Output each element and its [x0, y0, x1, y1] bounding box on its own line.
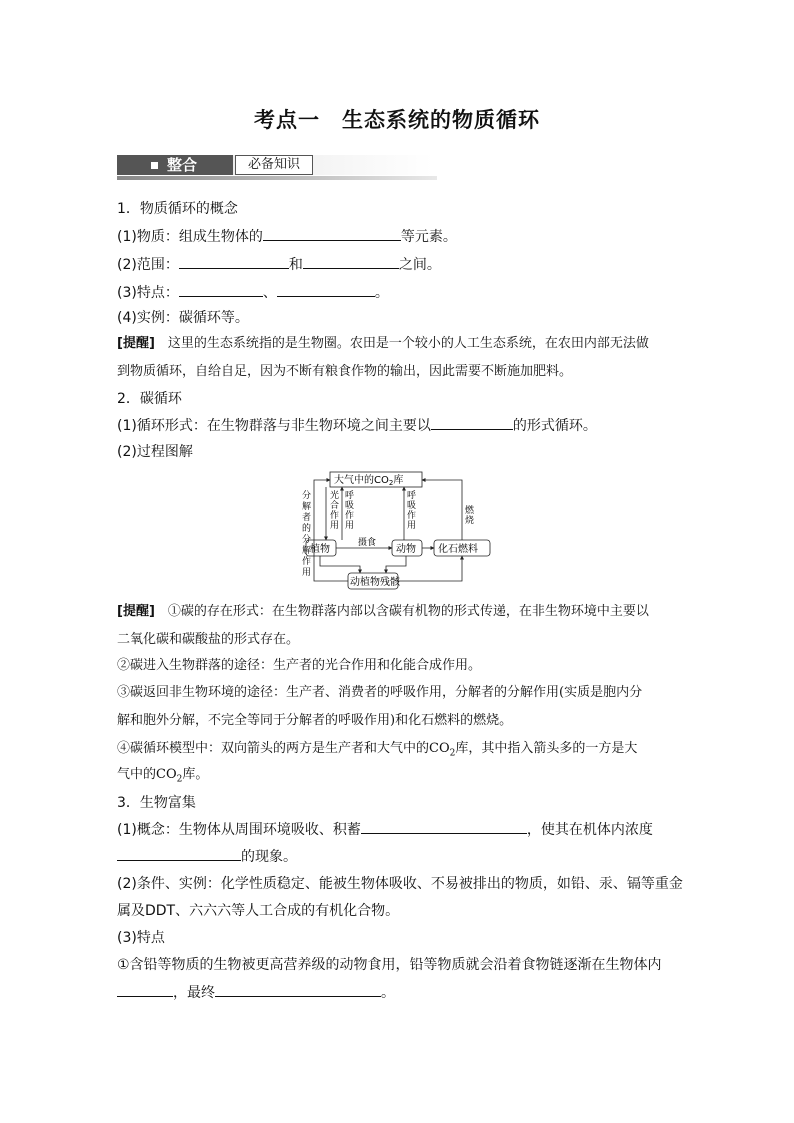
s2-tip: [提醒] ①碳的存在形式：在生物群落内部以含碳有机物的形式传递，在非生物环境中主要以 [117, 604, 649, 619]
blank [179, 282, 263, 297]
residue-to-fossil-arrow [398, 556, 462, 581]
s3-item-1: (1)概念：生物体从周围环境吸收、积蓄 ，使其在机体内浓度 [117, 819, 653, 840]
page-title: 考点一 生态系统的物质循环 [254, 108, 540, 132]
s1-item-3: (3)特点： 、 。 [117, 282, 389, 303]
s2-item-2: (2)过程图解 [117, 444, 193, 460]
banner-label-block [117, 155, 233, 175]
square-icon [151, 162, 158, 169]
s3-item-2-cont: 属及DDT、六六六等人工合成的有机化合物。 [117, 903, 400, 919]
banner-rule [117, 176, 437, 180]
atmosphere-label: 大气中的$CO_2$库 [334, 475, 404, 487]
animal-respiration-label: 呼吸作用 [407, 491, 417, 531]
s3-item-2: (2)条件、实例：化学性质稳定、能被生物体吸收、不易被排出的物质，如铅、汞、镉等重金 [117, 876, 683, 892]
plant-respiration-label: 呼吸作用 [345, 491, 355, 531]
banner-tag: 必备知识 [235, 155, 313, 175]
s3-item-3-1-cont: ，最终 。 [117, 982, 395, 1003]
photosynthesis-label: 光合作用 [330, 491, 340, 531]
burning-label: 燃烧 [465, 506, 475, 526]
s3-item-3-1: ①含铅等物质的生物被更高营养级的动物食用，铅等物质就会沿着食物链逐渐在生物体内 [117, 957, 662, 973]
ingestion-label: 摄食 [358, 538, 377, 548]
s2-tip-4: ③碳返回非生物环境的途径：生产者、消费者的呼吸作用，分解者的分解作用(实质是胞内分 [117, 685, 643, 700]
s1-tip: [提醒] 这里的生态系统指的是生物圈。农田是一个较小的人工生态系统，在农田内部无法做 [117, 336, 649, 351]
s1-tip-cont: 到物质循环，自给自足，因为不断有粮食作物的输出，因此需要不断施加肥料。 [117, 364, 573, 379]
s1-item-2: (2)范围： 和 之间。 [117, 254, 441, 275]
plant-to-residue-arrow [320, 556, 360, 573]
carbon-cycle-diagram [300, 468, 500, 593]
plant-label: 植物 [310, 544, 330, 555]
blank [215, 982, 381, 997]
s2-heading: 2．碳循环 [117, 391, 182, 407]
s2-item-1: (1)循环形式：在生物群落与非生物环境之间主要以 的形式循环。 [117, 415, 597, 436]
fossil-fuel-label: 化石燃料 [438, 544, 478, 555]
animal-label: 动物 [396, 544, 416, 555]
blank [277, 282, 375, 297]
s2-tip-3: ②碳进入生物群落的途径：生产者的光合作用和化能合成作用。 [117, 658, 482, 673]
s1-heading: 1．物质循环的概念 [117, 201, 238, 217]
residue-label: 动植物残骸 [350, 577, 400, 588]
section-banner [117, 155, 437, 181]
blank [117, 982, 173, 997]
animal-to-residue-arrow [386, 556, 406, 573]
blank [117, 846, 241, 861]
s1-item-4: (4)实例：碳循环等。 [117, 310, 249, 326]
burning-arrow [422, 480, 462, 540]
blank [179, 254, 289, 269]
banner-label: 整合 [167, 156, 198, 174]
s3-heading: 3．生物富集 [117, 795, 196, 811]
blank [263, 226, 401, 241]
blank [431, 415, 513, 430]
s2-tip-7: 气中的$CO_2$库。 [117, 767, 209, 785]
s3-item-3: (3)特点 [117, 930, 165, 946]
s2-tip-6: ④碳循环模型中：双向箭头的两方是生产者和大气中的$CO_2$库，其中指入箭头多的一方是大 [117, 741, 638, 759]
s2-tip-2: 二氧化碳和碳酸盐的形式存在。 [117, 632, 300, 647]
s2-tip-5: 解和胞外分解，不完全等同于分解者的呼吸作用)和化石燃料的燃烧。 [117, 713, 513, 728]
s3-item-1-cont: 的现象。 [117, 846, 297, 867]
blank [361, 819, 527, 834]
s1-item-1: (1)物质：组成生物体的 等元素。 [117, 226, 457, 247]
decomposer-label: 分解者的分解作用 [302, 491, 312, 578]
blank [303, 254, 399, 269]
